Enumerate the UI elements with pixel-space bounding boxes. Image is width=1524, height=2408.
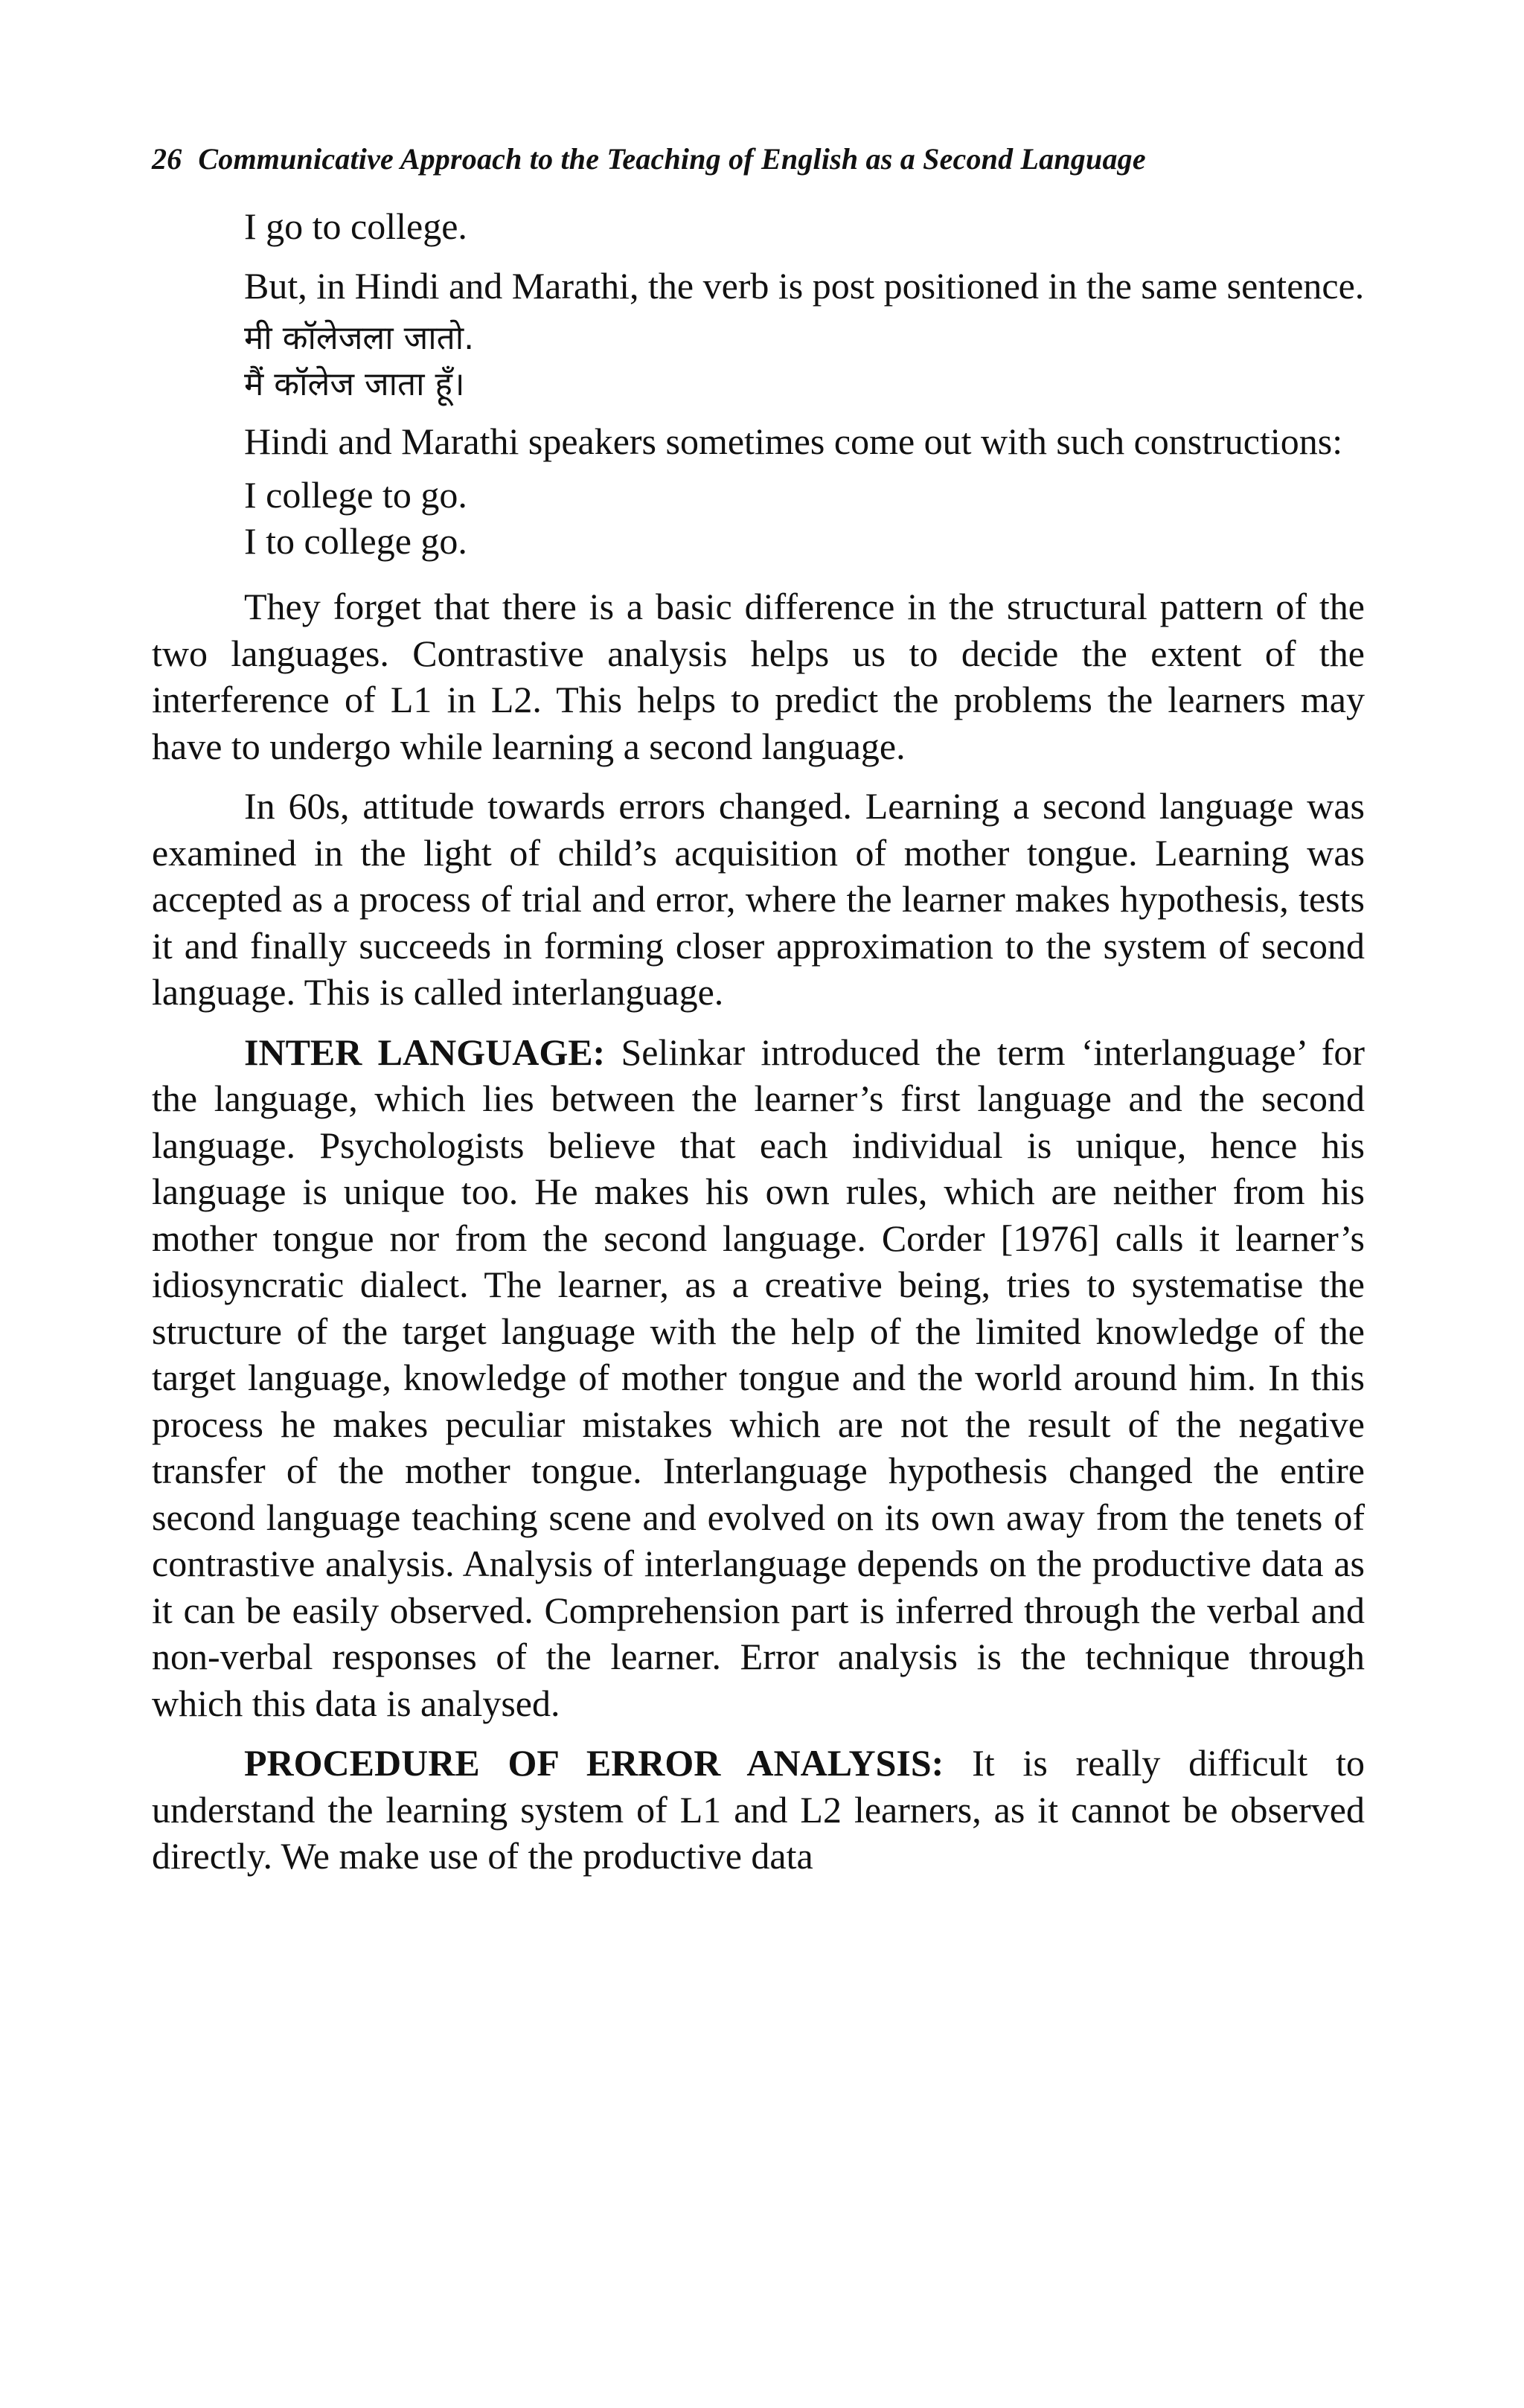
example-group: [244, 472, 1365, 564]
section-heading: INTER LANGUAGE:: [244, 1031, 606, 1073]
procedure-section: [152, 1740, 1365, 1880]
running-head: [152, 141, 1365, 176]
book-title: Communicative Approach to the Teaching of English as a Second Language: [198, 142, 1146, 176]
paragraph: But, in Hindi and Marathi, the verb is post positioned in the same sentence.: [244, 265, 1365, 307]
page-number: 26: [152, 142, 182, 176]
example-sentence: I go to college.: [244, 205, 467, 247]
book-page: [152, 141, 1365, 1893]
interlanguage-section: [152, 1029, 1365, 1727]
section-text: Selinkar introduced the term ‘interlanguage’ for the language, which lies between the learner’s first language and the second language. Psychologists believe that each individual is unique, hence his language is unique too. He makes his own rules, which are neither from his mother tongue nor from the second language. Corder [1976] calls it learner’s idiosyncratic dialect. The learner, as a creative being, tries to systematise the structure of the target language with the help of the limited knowledge of the target language, knowledge of mother tongue and the world around him. In this process he makes peculiar mistakes which are not the result of the negative transfer of the mother tongue. Interlanguage hypothesis changed the entire second language teaching scene and evolved on its own away from the tenets of contrastive analysis. Analysis of interlanguage depends on the productive data as it can be easily observed. Comprehension part is inferred through the verbal and non-verbal responses of the learner. Error analysis is the technique through which this data is analysed.: [152, 1031, 1365, 1724]
section-text: It is really difficult to understand the learning system of L1 and L2 learners, as it cannot be observed directly. We make use of the productive data: [152, 1742, 1365, 1877]
example-sentence: I college to go.: [244, 474, 467, 516]
section-heading: PROCEDURE OF ERROR ANALYSIS:: [244, 1742, 944, 1784]
paragraph: Hindi and Marathi speakers sometimes come out with such constructions:: [244, 420, 1343, 462]
hindi-example: मैं कॉलेज जाता हूँ।: [244, 365, 465, 403]
example-sentence: I to college go.: [244, 520, 467, 562]
paragraph: They forget that there is a basic difference in the structural pattern of the two languages. Contrastive analysis helps us to decide the extent of the interference of L1 in L2. This helps to predict the problems the learners may have to undergo while learning a second language.: [152, 586, 1365, 767]
paragraph: In 60s, attitude towards errors changed. Learning a second language was examined in the light of child’s acquisition of mother tongue. Learning was accepted as a process of trial and error, where the learner makes hypothesis, tests it and finally succeeds in forming closer approximation to the system of second language. This is called interlanguage.: [152, 785, 1365, 1013]
marathi-example: मी कॉलेजला जातो.: [244, 318, 475, 357]
